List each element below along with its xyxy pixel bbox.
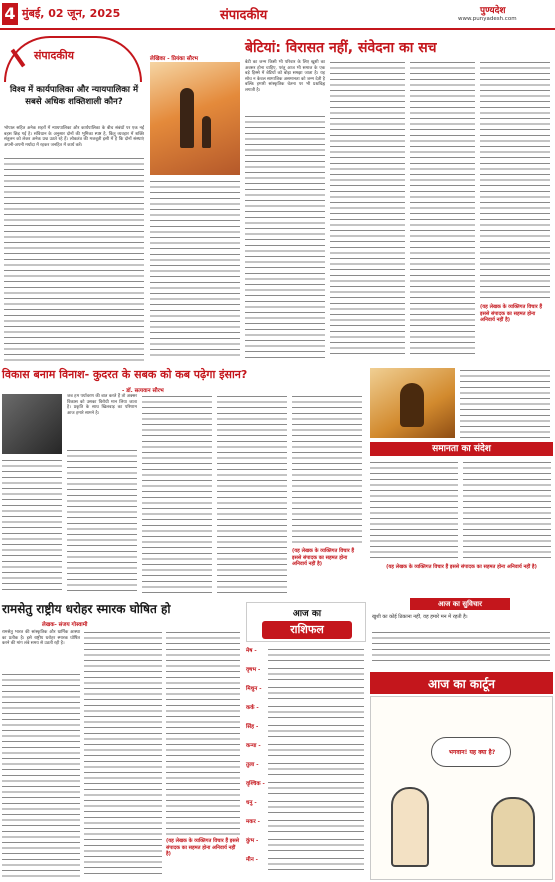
middle-photo — [2, 394, 62, 454]
child-silhouette — [202, 116, 211, 148]
horoscope-item — [246, 684, 366, 702]
website-url[interactable]: www.punyadesh.com — [458, 16, 517, 22]
horoscope-sign: धनु - — [246, 800, 257, 806]
middle-headline: विकास बनाम विनाश- कुदरत के सबक को कब पढ़ेगा इंसान? — [2, 368, 248, 381]
horoscope-sign: मिथुन - — [246, 686, 262, 692]
middle-body: जब हम पर्यावरण की बात करते हैं तो अक्सर विकास को उसका विरोधी मान लिया जाता है। प्रकृति के साथ खिलवाड़ का परिणाम आज हमारे सामने है। — [67, 394, 139, 416]
feature-col4 — [410, 60, 475, 359]
sidebar-photo — [370, 368, 455, 438]
pen-icon — [11, 49, 26, 68]
quote-lines — [372, 630, 550, 664]
horoscope-item — [246, 646, 366, 664]
editorial-logo — [4, 36, 142, 82]
page-number: 4 — [2, 3, 18, 25]
middle-note: (यह लेखक के व्यक्तिगत विचार हैं इससे संपादक का सहमत होना अनिवार्य नहीं है) — [292, 548, 355, 567]
horoscope-sign: सिंह - — [246, 724, 259, 730]
middle-author: - डॉ. सत्यवान सौरभ — [122, 388, 164, 394]
horoscope-text-lines — [268, 856, 364, 872]
sidebar-col2 — [370, 460, 458, 560]
editorial-box-title: संपादकीय — [34, 49, 75, 62]
feature-col3 — [330, 60, 405, 359]
masthead — [0, 0, 555, 30]
feature-story — [150, 34, 553, 364]
editorial-body: भोपाल सहित अनेक शहरों में न्यायपालिका और कार्यपालिका के बीच संबंधों पर एक नई बहस छिड़ गई है। संविधान के अनुसार दोनों की भूमिका स्पष्ट है, किंतु व्यवहार में शक्ति संतुलन को लेकर अनेक प्रश्न उठते रहे हैं। लोकतंत्र की मजबूती इसी में है कि दोनों संस्थाएं अपनी-अपनी मर्यादा में रहकर जनहित में कार्य करें। — [4, 126, 146, 148]
horoscope-text-lines — [268, 685, 364, 701]
cartoon-character-2 — [491, 797, 535, 867]
bottom-story — [2, 602, 242, 880]
cartoon-box — [370, 672, 553, 880]
horoscope-sign: मेष - — [246, 648, 257, 654]
horoscope-sign: मीन - — [246, 857, 258, 863]
sidebar-figure — [400, 383, 424, 427]
horoscope-banner — [246, 602, 366, 642]
sidebar-col3 — [463, 460, 551, 560]
middle-story — [2, 368, 367, 598]
feature-author: लेखिका - प्रियंका सौरभ — [150, 54, 240, 62]
horoscope-text-lines — [268, 742, 364, 758]
middle-col2 — [67, 448, 137, 593]
horoscope-text-lines — [268, 818, 364, 834]
sidebar-col1 — [460, 368, 550, 438]
horoscope-list — [246, 646, 366, 876]
bottom-col1 — [2, 672, 80, 877]
horoscope-text-lines — [268, 723, 364, 739]
brand-name: पुण्यदेश — [480, 6, 506, 16]
quote-box — [370, 598, 553, 668]
horoscope-text-lines — [268, 666, 364, 682]
feature-body: बेटी का जन्म किसी भी परिवार के लिए खुशी का अवसर होना चाहिए, परंतु आज भी समाज के एक बड़े हिस्से में बेटियों को बोझ समझा जाता है। यह सोच न केवल सामाजिक असमानता को जन्म देती है बल्कि हमारी सांस्कृतिक चेतना पर भी प्रश्नचिह्न लगाती है। — [245, 60, 327, 93]
horoscope-sign: कन्या - — [246, 743, 261, 749]
bottom-note: (यह लेखक के व्यक्तिगत विचार हैं इससे संपादक का सहमत होना अनिवार्य नहीं है) — [166, 838, 240, 857]
editorial-box — [2, 34, 147, 364]
middle-col5 — [292, 394, 362, 544]
sidebar-note: (यह लेखक के व्यक्तिगत विचार हैं इससे संपादक का सहमत होना अनिवार्य नहीं है) — [386, 564, 537, 570]
horoscope-sign: वृश्चिक - — [246, 781, 265, 787]
horoscope-text-lines — [268, 780, 364, 796]
horoscope-sign: कर्क - — [246, 705, 259, 711]
feature-col1 — [150, 179, 240, 359]
cartoon-title: आज का कार्टून — [428, 677, 495, 691]
horoscope-text-lines — [268, 647, 364, 663]
bottom-col3 — [166, 630, 240, 835]
cartoon-drawing — [370, 696, 553, 880]
horoscope-box — [246, 602, 366, 880]
section-title: संपादकीय — [220, 8, 268, 23]
horoscope-item — [246, 722, 366, 740]
horoscope-item — [246, 741, 366, 759]
feature-col5 — [480, 60, 550, 300]
cartoon-title-wrap — [370, 672, 553, 694]
feature-photo — [150, 60, 240, 175]
horoscope-title-line2: राशिफल — [262, 621, 352, 639]
bottom-col2 — [84, 630, 162, 877]
right-sidebar — [370, 368, 553, 598]
sidebar-box-title: समानता का संदेश — [370, 442, 553, 456]
quote-text: खुशी का कोई ठिकाना नहीं, वह हमारे मन में रहती है। — [372, 614, 468, 620]
editorial-headline: विश्व में कार्यपालिका और न्यायपालिका में सबसे अधिक शक्तिशाली कौन? — [9, 85, 139, 107]
horoscope-sign: कुंभ - — [246, 838, 259, 844]
horoscope-item — [246, 855, 366, 873]
horoscope-item — [246, 798, 366, 816]
feature-headline: बेटियां: विरासत नहीं, संवेदना का सच — [245, 40, 437, 56]
horoscope-item — [246, 703, 366, 721]
horoscope-title-line1: आज का — [292, 609, 322, 619]
middle-col4 — [217, 394, 287, 593]
feature-col2 — [245, 114, 325, 359]
bottom-headline: रामसेतु राष्ट्रीय धरोहर स्मारक घोषित हो — [2, 602, 171, 616]
editorial-body-lines — [4, 156, 144, 361]
middle-col1 — [2, 458, 62, 593]
horoscope-item — [246, 836, 366, 854]
middle-col3 — [142, 394, 212, 593]
horoscope-item — [246, 760, 366, 778]
issue-date: मुंबई, 02 जून, 2025 — [22, 7, 121, 20]
horoscope-item — [246, 817, 366, 835]
horoscope-sign: वृषभ - — [246, 667, 261, 673]
horoscope-text-lines — [268, 799, 364, 815]
horoscope-item — [246, 779, 366, 797]
horoscope-sign: मकर - — [246, 819, 260, 825]
feature-pullquote: (यह लेखक के व्यक्तिगत विचार हैं इससे संपादक का सहमत होना अनिवार्य नहीं है) — [480, 304, 543, 323]
quote-title: आज का सुविचार — [410, 598, 510, 610]
horoscope-sign: तुला - — [246, 762, 259, 768]
horoscope-item — [246, 665, 366, 683]
parent-silhouette — [180, 88, 194, 148]
cartoon-bubble-text: भगवान! यह क्या है? — [448, 749, 496, 756]
horoscope-text-lines — [268, 761, 364, 777]
cartoon-character — [391, 787, 429, 867]
horoscope-text-lines — [268, 837, 364, 853]
horoscope-text-lines — [268, 704, 364, 720]
bottom-author: लेखक- संजय गोस्वामी — [42, 622, 88, 628]
bottom-body: रामसेतु भारत की सांस्कृतिक और धार्मिक आस्था का प्रतीक है। इसे राष्ट्रीय धरोहर स्मारक घोषित करने की मांग लंबे समय से उठती रही है। — [2, 630, 82, 647]
cartoon-bubble — [431, 737, 511, 767]
